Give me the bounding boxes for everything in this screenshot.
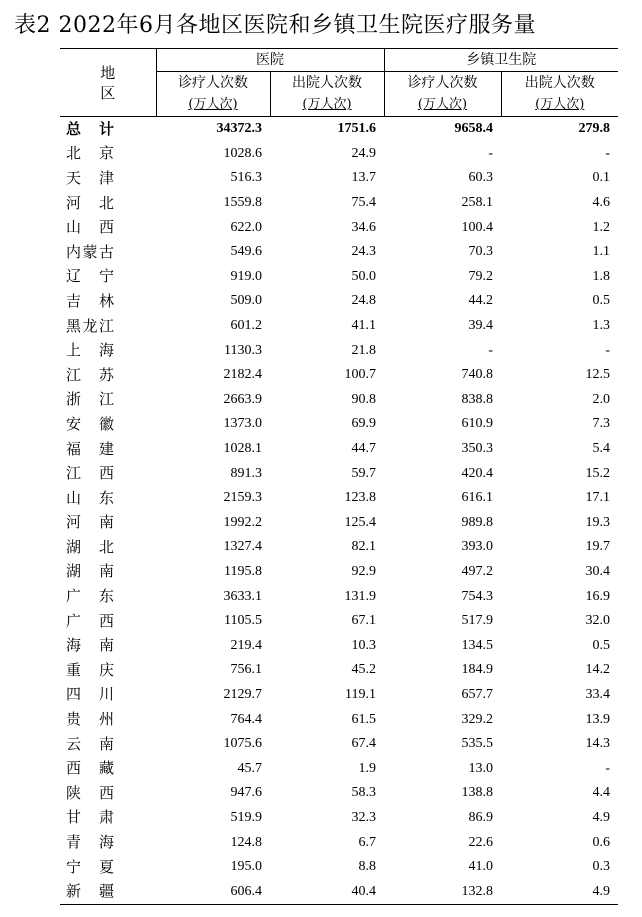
cell-t-dis: 4.9 [592,809,610,825]
table-row [60,363,618,388]
cell-h-out: 2159.3 [223,490,262,506]
total-row [60,117,618,142]
region-name-char: 藏 [98,759,114,778]
cell-h-dis: 75.4 [351,195,376,211]
table-row [60,289,618,314]
cell-t-out: 329.2 [461,711,493,727]
cell-t-dis: - [605,760,610,776]
region-name [60,732,156,757]
region-name-char: 肃 [98,808,114,827]
region-name-char: 西 [98,783,114,802]
township-group-header: 乡镇卫生院 [384,49,618,72]
region-name [60,633,156,658]
region-name-char: 广 [66,611,82,630]
township-outpatient-header: 诊疗人次数 [384,72,501,95]
region-name [60,806,156,831]
cell-h-dis: 24.3 [351,244,376,260]
table-row [60,584,618,609]
region-name [60,117,156,142]
region-name [60,781,156,806]
region-name-char: 河 [66,193,82,212]
region-name [60,338,156,363]
cell-t-out: 60.3 [468,170,493,186]
table-row [60,412,618,437]
region-name-char: 北 [98,537,114,556]
cell-h-dis: 50.0 [351,268,376,284]
region-name-char: 海 [98,341,114,360]
region-name [60,756,156,781]
region-name [60,486,156,511]
cell-t-out: 79.2 [468,268,493,284]
cell-h-dis: 10.3 [351,637,376,653]
region-name-char: 青 [66,833,82,852]
table-row [60,707,618,732]
cell-t-out: 610.9 [461,416,493,432]
region-name-char: 内 [66,242,82,261]
cell-h-dis: 24.9 [351,145,376,161]
unit-label: (万人次) [384,94,501,117]
cell-t-dis: 4.6 [592,195,610,211]
cell-h-dis: 1.9 [358,760,376,776]
region-name-char: 川 [98,685,114,704]
cell-h-out: 509.0 [230,293,262,309]
cell-h-out: 195.0 [230,859,262,875]
cell-h-dis: 6.7 [358,834,376,850]
cell-h-out: 516.3 [230,170,262,186]
region-name-char: 天 [66,168,82,187]
cell-h-dis: 41.1 [351,318,376,334]
cell-t-out: 134.5 [461,637,493,653]
region-name [60,314,156,339]
cell-t-dis: 4.4 [592,785,610,801]
cell-h-out: 3633.1 [223,588,262,604]
cell-t-out: 838.8 [461,391,493,407]
cell-h-out: 1373.0 [223,416,262,432]
cell-t-out: 616.1 [461,490,493,506]
cell-h-out: 601.2 [230,318,262,334]
cell-t-out: 100.4 [461,219,493,235]
region-name-char: 西 [98,464,114,483]
cell-t-dis: 1.8 [592,268,610,284]
cell-t-out: - [488,145,493,161]
table-row [60,486,618,511]
cell-t-dis: 7.3 [592,416,610,432]
cell-t-out: 13.0 [468,760,493,776]
cell-t-out: 535.5 [461,736,493,752]
cell-h-dis: 61.5 [351,711,376,727]
cell-t-dis: 12.5 [585,367,610,383]
cell-h-out: 1559.8 [223,195,262,211]
cell-h-dis: 40.4 [270,879,384,904]
region-name [60,166,156,191]
region-name-char: 徽 [98,414,114,433]
region-name-char: 江 [98,316,114,335]
cell-t-out: 393.0 [461,539,493,555]
unit-label: (万人次) [501,94,618,117]
table-row [60,265,618,290]
table-row [60,830,618,855]
region-name-char: 黑 [66,316,82,335]
cell-h-dis: 131.9 [344,588,376,604]
cell-t-out: 497.2 [461,563,493,579]
region-name-char: 林 [98,291,114,310]
cell-t-out: 22.6 [468,834,493,850]
region-name-char: 陕 [66,783,82,802]
cell-h-out: 45.7 [237,760,262,776]
region-name-char: 古 [98,242,114,261]
cell-h-dis: 100.7 [344,367,376,383]
cell-h-dis: 1751.6 [337,121,376,137]
cell-h-dis: 21.8 [351,342,376,358]
table-row [60,806,618,831]
region-name-char: 湖 [66,537,82,556]
region-name [60,584,156,609]
cell-t-out: 258.1 [461,195,493,211]
table-row [60,609,618,634]
region-name [60,511,156,536]
cell-h-out: 2182.4 [223,367,262,383]
table-row [60,142,618,167]
region-name-char: 甘 [66,808,82,827]
region-name [60,289,156,314]
unit-label: (万人次) [156,94,270,117]
hospital-group-header: 医院 [156,49,384,72]
region-name-char: 京 [98,144,114,163]
region-name-char: 吉 [66,291,82,310]
table-row [60,683,618,708]
region-name [60,683,156,708]
cell-h-dis: 125.4 [344,514,376,530]
table-body [60,117,618,905]
cell-t-dis: 19.3 [585,514,610,530]
cell-h-out: 764.4 [230,711,262,727]
region-name-char: 北 [66,144,82,163]
cell-t-out: 41.0 [468,859,493,875]
cell-h-out: 2129.7 [223,686,262,702]
cell-t-dis: 1.2 [592,219,610,235]
region-name-char: 计 [98,119,114,138]
cell-h-dis: 67.4 [351,736,376,752]
region-name-char: 河 [66,513,82,532]
cell-t-dis: - [605,145,610,161]
region-name-char: 龙 [82,316,98,335]
cell-h-out: 124.8 [230,834,262,850]
region-name [60,609,156,634]
cell-t-out: 86.9 [468,809,493,825]
cell-h-dis: 24.8 [351,293,376,309]
cell-t-out: 517.9 [461,613,493,629]
region-name-char: 江 [66,365,82,384]
cell-t-dis: 13.9 [585,711,610,727]
region-name [60,855,156,880]
region-name-char: 辽 [66,267,82,286]
region-name-char: 南 [98,734,114,753]
unit-label: (万人次) [270,94,384,117]
table-row [60,215,618,240]
cell-h-dis: 44.7 [351,441,376,457]
cell-t-dis: 279.8 [578,121,610,137]
region-name-char: 四 [66,685,82,704]
cell-t-out: 350.3 [461,441,493,457]
region-name [60,535,156,560]
cell-h-dis: 58.3 [351,785,376,801]
cell-t-dis: 5.4 [592,441,610,457]
cell-h-dis: 92.9 [351,563,376,579]
hospital-discharge-header: 出院人次数 [270,72,384,95]
region-name [60,240,156,265]
region-name [60,191,156,216]
cell-t-out: 39.4 [468,318,493,334]
region-name [60,363,156,388]
cell-t-out: 9658.4 [454,121,493,137]
cell-h-dis: 45.2 [351,662,376,678]
region-name-char: 夏 [98,857,114,876]
region-name [60,879,156,904]
cell-t-out: 657.7 [461,686,493,702]
cell-h-out: 219.4 [230,637,262,653]
region-name-char: 东 [98,488,114,507]
cell-t-out: 420.4 [461,465,493,481]
cell-h-out: 919.0 [230,268,262,284]
region-name [60,265,156,290]
region-name [60,658,156,683]
region-name-char: 南 [98,562,114,581]
cell-h-out: 1028.6 [223,145,262,161]
region-name-char: 疆 [98,882,114,901]
cell-t-dis: 0.1 [592,170,610,186]
cell-t-dis: 1.1 [592,244,610,260]
region-name-char: 宁 [66,857,82,876]
region-name-char: 总 [66,119,82,138]
region-name [60,830,156,855]
cell-t-dis: 14.3 [585,736,610,752]
table-row [60,732,618,757]
region-name-char: 贵 [66,710,82,729]
cell-h-out: 1130.3 [224,342,262,358]
cell-t-out: 138.8 [461,785,493,801]
region-name-char: 安 [66,414,82,433]
region-name [60,215,156,240]
cell-h-out: 606.4 [156,879,270,904]
cell-h-out: 1992.2 [223,514,262,530]
cell-h-dis: 59.7 [351,465,376,481]
cell-t-out: - [488,342,493,358]
region-name-char: 蒙 [82,242,98,261]
cell-h-dis: 69.9 [351,416,376,432]
cell-h-dis: 13.7 [351,170,376,186]
region-name-char: 津 [98,168,114,187]
region-name [60,142,156,167]
cell-t-dis: 4.9 [501,879,618,904]
region-name-char: 东 [98,587,114,606]
region-name-char: 湖 [66,562,82,581]
region-name-char: 海 [98,833,114,852]
region-name [60,560,156,585]
cell-h-out: 947.6 [230,785,262,801]
table-row [60,314,618,339]
table-row [60,388,618,413]
cell-h-out: 891.3 [230,465,262,481]
table-row [60,560,618,585]
cell-t-out: 740.8 [461,367,493,383]
cell-h-dis: 90.8 [351,391,376,407]
table-row [60,461,618,486]
region-name-char: 云 [66,734,82,753]
cell-t-out: 989.8 [461,514,493,530]
cell-t-dis: - [605,342,610,358]
region-name-char: 新 [66,882,82,901]
cell-t-dis: 16.9 [585,588,610,604]
cell-t-dis: 17.1 [585,490,610,506]
cell-t-out: 70.3 [468,244,493,260]
cell-h-out: 549.6 [230,244,262,260]
cell-t-out: 184.9 [461,662,493,678]
cell-h-dis: 82.1 [351,539,376,555]
cell-t-dis: 1.3 [592,318,610,334]
region-name-char: 西 [98,218,114,237]
cell-t-dis: 30.4 [585,563,610,579]
cell-h-out: 1028.1 [223,441,262,457]
cell-h-out: 1075.6 [223,736,262,752]
region-name [60,461,156,486]
cell-t-dis: 33.4 [585,686,610,702]
region-name-char: 庆 [98,660,114,679]
region-name-char: 南 [98,513,114,532]
cell-h-out: 519.9 [230,809,262,825]
table-row [60,535,618,560]
region-name-char: 西 [98,611,114,630]
region-name-char: 江 [98,390,114,409]
cell-h-out: 1105.5 [224,613,262,629]
region-name-char: 州 [98,710,114,729]
cell-t-dis: 0.6 [592,834,610,850]
cell-h-out: 1195.8 [224,563,262,579]
region-header: 地 区 [60,49,156,117]
cell-h-dis: 34.6 [351,219,376,235]
table-row [60,855,618,880]
region-name-char: 浙 [66,390,82,409]
cell-t-out: 44.2 [468,293,493,309]
cell-t-dis: 19.7 [585,539,610,555]
region-name [60,437,156,462]
cell-h-out: 756.1 [230,662,262,678]
table-title: 表2 2022年6月各地区医院和乡镇卫生院医疗服务量 [14,13,536,38]
cell-t-dis: 0.3 [592,859,610,875]
cell-t-dis: 0.5 [592,293,610,309]
cell-t-out: 132.8 [384,879,501,904]
region-name-char: 南 [98,636,114,655]
region-name-char: 宁 [98,267,114,286]
hospital-outpatient-header: 诊疗人次数 [156,72,270,95]
region-name-char: 建 [98,439,114,458]
region-name [60,707,156,732]
table-row [60,511,618,536]
cell-t-dis: 2.0 [592,391,610,407]
table-row [60,756,618,781]
cell-h-out: 622.0 [230,219,262,235]
cell-t-dis: 32.0 [585,613,610,629]
table-row [60,658,618,683]
region-name-char: 上 [66,341,82,360]
table-row [60,781,618,806]
cell-h-out: 2663.9 [223,391,262,407]
region-name-char: 福 [66,439,82,458]
table-row [60,633,618,658]
cell-h-dis: 123.8 [344,490,376,506]
cell-t-dis: 14.2 [585,662,610,678]
cell-h-dis: 67.1 [351,613,376,629]
table-row [60,338,618,363]
region-name-char: 山 [66,218,82,237]
cell-h-dis: 8.8 [358,859,376,875]
table-row [60,437,618,462]
table-row [60,240,618,265]
cell-h-dis: 32.3 [351,809,376,825]
cell-h-out: 34372.3 [216,121,262,137]
cell-t-dis: 15.2 [585,465,610,481]
table-row [60,166,618,191]
region-name [60,388,156,413]
region-name-char: 西 [66,759,82,778]
region-name-char: 北 [98,193,114,212]
cell-h-dis: 119.1 [345,686,376,702]
region-name-char: 苏 [98,365,114,384]
region-name-char: 广 [66,587,82,606]
township-discharge-header: 出院人次数 [501,72,618,95]
region-name-char: 江 [66,464,82,483]
region-name [60,412,156,437]
medical-service-table [60,48,618,905]
region-name-char: 山 [66,488,82,507]
table-row [60,879,618,904]
region-name-char: 重 [66,660,82,679]
region-name-char: 海 [66,636,82,655]
cell-t-dis: 0.5 [592,637,610,653]
table-row [60,191,618,216]
cell-h-out: 1327.4 [223,539,262,555]
cell-t-out: 754.3 [461,588,493,604]
